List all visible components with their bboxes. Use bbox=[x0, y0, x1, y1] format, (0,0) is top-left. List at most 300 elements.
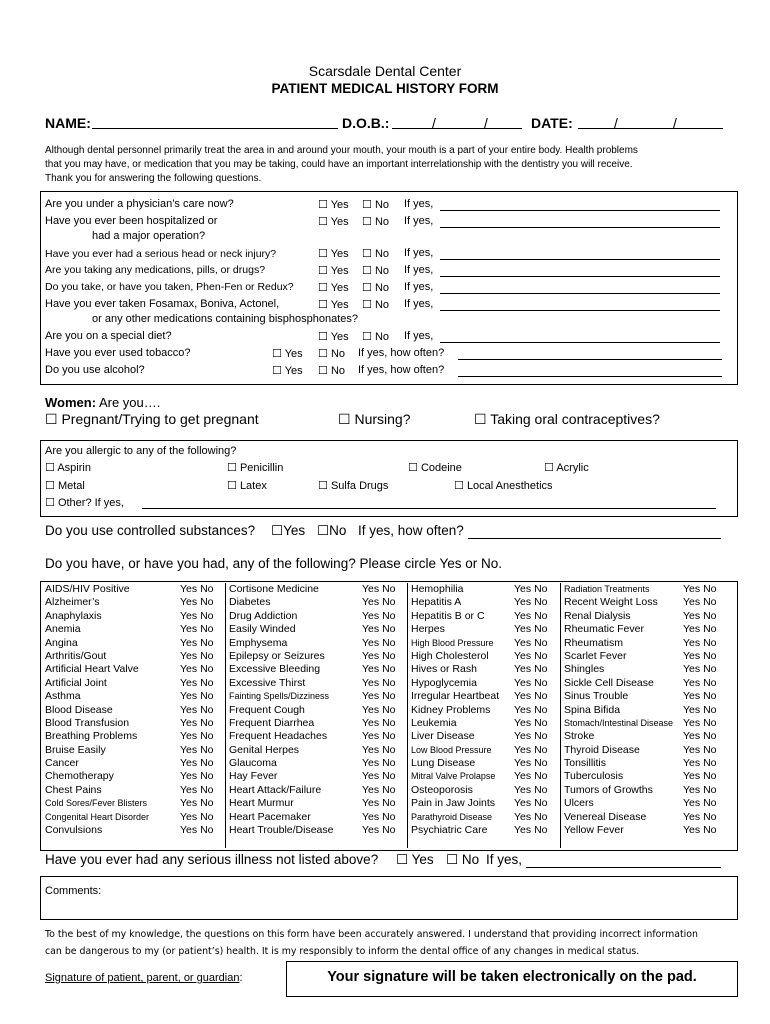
no-choice[interactable]: No bbox=[200, 824, 214, 837]
yes-no-choice[interactable] bbox=[514, 770, 548, 783]
latex-option[interactable] bbox=[227, 479, 267, 492]
no-choice[interactable]: No bbox=[534, 824, 548, 837]
yes-choice[interactable]: Yes bbox=[514, 797, 532, 810]
no-choice[interactable]: No bbox=[534, 757, 548, 770]
yes-no-choice[interactable] bbox=[362, 663, 396, 676]
yes-no-choice[interactable] bbox=[180, 797, 214, 810]
no-choice[interactable]: No bbox=[382, 770, 396, 783]
yes-no-choice[interactable] bbox=[362, 637, 396, 650]
condition-item: Artificial Joint bbox=[45, 676, 107, 689]
no-choice[interactable]: No bbox=[534, 703, 548, 716]
yes-choice[interactable]: Yes bbox=[683, 824, 701, 837]
yes-choice[interactable]: Yes bbox=[683, 716, 701, 729]
yes-choice[interactable]: Yes bbox=[362, 623, 380, 636]
no-choice[interactable]: No bbox=[382, 676, 396, 689]
question-head-injury: Have you ever had a serious head or neck injury? bbox=[45, 248, 277, 260]
condition-item: Asthma bbox=[45, 690, 81, 703]
yes-no-choice[interactable] bbox=[683, 650, 717, 663]
yes-option[interactable] bbox=[318, 298, 349, 311]
yes-choice[interactable]: Yes bbox=[683, 770, 701, 783]
no-choice[interactable]: No bbox=[534, 690, 548, 703]
yes-no-choice[interactable] bbox=[683, 784, 717, 797]
no-choice[interactable]: No bbox=[382, 623, 396, 636]
no-option[interactable] bbox=[362, 298, 389, 311]
yes-choice[interactable]: Yes bbox=[180, 663, 198, 676]
yes-no-choice[interactable] bbox=[362, 690, 396, 703]
yes-choice[interactable]: Yes bbox=[362, 690, 380, 703]
controlled-field[interactable] bbox=[468, 538, 721, 539]
no-choice[interactable]: No bbox=[703, 583, 717, 595]
yes-choice[interactable]: Yes bbox=[362, 583, 380, 595]
yes-label: Yes bbox=[330, 216, 349, 228]
yes-choice[interactable]: Yes bbox=[514, 716, 532, 729]
yes-choice[interactable]: Yes bbox=[514, 703, 532, 716]
serious-no-option[interactable] bbox=[446, 852, 479, 868]
yes-no-choice[interactable] bbox=[180, 730, 214, 743]
yes-choice[interactable]: Yes bbox=[514, 609, 532, 622]
no-choice[interactable]: No bbox=[382, 583, 396, 595]
yes-no-choice[interactable] bbox=[180, 583, 214, 596]
yes-no-choice[interactable] bbox=[180, 596, 214, 609]
yes-choice[interactable]: Yes bbox=[514, 663, 532, 676]
yes-no-choice[interactable] bbox=[514, 650, 548, 663]
controlled-yes-option[interactable] bbox=[271, 523, 305, 539]
no-option[interactable] bbox=[362, 264, 389, 277]
yes-no-choice[interactable] bbox=[514, 717, 548, 730]
yes-choice[interactable]: Yes bbox=[683, 609, 701, 622]
no-choice[interactable]: No bbox=[200, 676, 214, 689]
yes-choice[interactable]: Yes bbox=[362, 703, 380, 716]
no-choice[interactable]: No bbox=[703, 649, 717, 662]
no-choice[interactable]: No bbox=[200, 596, 214, 609]
yes-no-choice[interactable] bbox=[683, 770, 717, 783]
yes-no-choice[interactable] bbox=[514, 744, 548, 757]
yes-choice[interactable]: Yes bbox=[514, 783, 532, 796]
aspirin-option[interactable] bbox=[45, 461, 91, 474]
no-choice[interactable]: No bbox=[534, 730, 548, 743]
yes-no-choice[interactable] bbox=[180, 677, 214, 690]
no-choice[interactable]: No bbox=[382, 716, 396, 729]
no-choice[interactable]: No bbox=[703, 690, 717, 703]
yes-no-choice[interactable] bbox=[180, 811, 214, 824]
no-choice[interactable]: No bbox=[382, 810, 396, 823]
yes-choice[interactable]: Yes bbox=[514, 743, 532, 756]
no-choice[interactable]: No bbox=[200, 636, 214, 649]
yes-no-choice[interactable] bbox=[683, 677, 717, 690]
yes-choice[interactable]: Yes bbox=[180, 636, 198, 649]
no-option[interactable] bbox=[362, 198, 389, 211]
name-label: NAME: bbox=[45, 115, 91, 131]
yes-choice[interactable]: Yes bbox=[514, 757, 532, 770]
yes-no-choice[interactable] bbox=[180, 690, 214, 703]
yes-no-choice[interactable] bbox=[362, 730, 396, 743]
yes-choice[interactable]: Yes bbox=[514, 690, 532, 703]
yes-no-choice[interactable] bbox=[514, 757, 548, 770]
yes-no-choice[interactable] bbox=[683, 690, 717, 703]
if-yes-field[interactable] bbox=[458, 359, 722, 360]
checkbox-icon: ☐ bbox=[318, 281, 328, 294]
yes-no-choice[interactable] bbox=[514, 610, 548, 623]
yes-choice[interactable]: Yes bbox=[180, 583, 198, 595]
yes-choice[interactable]: Yes bbox=[683, 690, 701, 703]
yes-choice[interactable]: Yes bbox=[514, 583, 532, 595]
no-choice[interactable]: No bbox=[200, 783, 214, 796]
no-option[interactable] bbox=[362, 247, 389, 260]
no-choice[interactable]: No bbox=[703, 797, 717, 810]
yes-choice[interactable]: Yes bbox=[180, 596, 198, 609]
condition-item: Hemophilia bbox=[411, 583, 464, 595]
no-choice[interactable]: No bbox=[200, 649, 214, 662]
yes-choice[interactable]: Yes bbox=[180, 703, 198, 716]
yes-choice[interactable]: Yes bbox=[362, 596, 380, 609]
yes-no-choice[interactable] bbox=[362, 717, 396, 730]
no-choice[interactable]: No bbox=[200, 730, 214, 743]
no-choice[interactable]: No bbox=[200, 797, 214, 810]
no-choice[interactable]: No bbox=[200, 690, 214, 703]
yes-no-choice[interactable] bbox=[180, 623, 214, 636]
yes-choice[interactable]: Yes bbox=[683, 730, 701, 743]
yes-choice[interactable]: Yes bbox=[514, 649, 532, 662]
yes-no-choice[interactable] bbox=[362, 757, 396, 770]
yes-choice[interactable]: Yes bbox=[180, 690, 198, 703]
no-choice[interactable]: No bbox=[382, 596, 396, 609]
no-choice[interactable]: No bbox=[534, 810, 548, 823]
yes-choice[interactable]: Yes bbox=[683, 743, 701, 756]
yes-choice[interactable]: Yes bbox=[362, 810, 380, 823]
yes-no-choice[interactable] bbox=[683, 704, 717, 717]
no-choice[interactable]: No bbox=[534, 609, 548, 622]
checkbox-icon: ☐ bbox=[362, 330, 372, 343]
conditions-column-2 bbox=[229, 583, 333, 837]
yes-choice[interactable]: Yes bbox=[683, 636, 701, 649]
yes-option[interactable] bbox=[318, 215, 349, 228]
yes-option[interactable] bbox=[272, 364, 303, 377]
checkbox-icon: ☐ bbox=[362, 198, 372, 211]
no-choice[interactable]: No bbox=[382, 690, 396, 703]
yes-no-choice[interactable] bbox=[683, 824, 717, 837]
yes-no-choice[interactable] bbox=[362, 824, 396, 837]
if-yes-field[interactable] bbox=[440, 276, 720, 277]
no-choice[interactable]: No bbox=[703, 703, 717, 716]
no-choice[interactable]: No bbox=[534, 636, 548, 649]
allergy-question: Are you allergic to any of the following? bbox=[45, 445, 237, 457]
yes-no-choice[interactable] bbox=[180, 824, 214, 837]
no-choice[interactable]: No bbox=[703, 676, 717, 689]
no-choice[interactable]: No bbox=[703, 757, 717, 770]
yes-choice[interactable]: Yes bbox=[180, 770, 198, 783]
no-choice[interactable]: No bbox=[382, 797, 396, 810]
no-choice[interactable]: No bbox=[534, 663, 548, 676]
codeine-option[interactable] bbox=[408, 461, 462, 474]
yes-no-choice[interactable] bbox=[683, 637, 717, 650]
yes-choice[interactable]: Yes bbox=[362, 743, 380, 756]
no-choice[interactable]: No bbox=[703, 596, 717, 609]
other-allergy-field[interactable] bbox=[142, 508, 716, 509]
no-choice[interactable]: No bbox=[200, 663, 214, 676]
no-choice[interactable]: No bbox=[534, 783, 548, 796]
yes-option[interactable] bbox=[318, 330, 349, 343]
yes-no-choice[interactable] bbox=[180, 650, 214, 663]
no-choice[interactable]: No bbox=[200, 770, 214, 783]
yes-no-choice[interactable] bbox=[180, 770, 214, 783]
metal-option[interactable] bbox=[45, 479, 85, 492]
yes-choice[interactable]: Yes bbox=[362, 663, 380, 676]
yes-no-choice[interactable] bbox=[180, 610, 214, 623]
condition-item: Artificial Heart Valve bbox=[45, 663, 139, 676]
yes-no-choice[interactable] bbox=[514, 596, 548, 609]
yes-choice[interactable]: Yes bbox=[683, 596, 701, 609]
yes-no-choice[interactable] bbox=[683, 610, 717, 623]
yes-no-choice[interactable] bbox=[514, 704, 548, 717]
yes-no-choice[interactable] bbox=[362, 770, 396, 783]
no-choice[interactable]: No bbox=[382, 783, 396, 796]
yes-choice[interactable]: Yes bbox=[180, 824, 198, 837]
no-option[interactable] bbox=[362, 215, 389, 228]
yes-no-choice[interactable] bbox=[683, 596, 717, 609]
yes-no-choice[interactable] bbox=[683, 757, 717, 770]
no-choice[interactable]: No bbox=[382, 663, 396, 676]
yes-no-choice[interactable] bbox=[514, 690, 548, 703]
yes-no-choice[interactable] bbox=[683, 744, 717, 757]
yes-no-choice[interactable] bbox=[180, 744, 214, 757]
no-choice[interactable]: No bbox=[703, 663, 717, 676]
yes-choice[interactable]: Yes bbox=[683, 663, 701, 676]
no-choice[interactable]: No bbox=[534, 676, 548, 689]
date-field[interactable] bbox=[578, 128, 723, 129]
penicillin-option[interactable] bbox=[227, 461, 283, 474]
yes-no-choice[interactable] bbox=[514, 797, 548, 810]
no-choice[interactable]: No bbox=[200, 623, 214, 636]
yes-choice[interactable]: Yes bbox=[180, 810, 198, 823]
if-yes-field[interactable] bbox=[440, 310, 720, 311]
yes-no-choice[interactable] bbox=[362, 744, 396, 757]
no-choice[interactable]: No bbox=[703, 743, 717, 756]
yes-no-choice[interactable] bbox=[683, 811, 717, 824]
yes-choice[interactable]: Yes bbox=[683, 703, 701, 716]
yes-no-choice[interactable] bbox=[180, 717, 214, 730]
acrylic-option[interactable] bbox=[544, 461, 589, 474]
yes-no-choice[interactable] bbox=[362, 797, 396, 810]
yes-choice[interactable]: Yes bbox=[180, 609, 198, 622]
no-choice[interactable]: No bbox=[200, 716, 214, 729]
yes-choice[interactable]: Yes bbox=[180, 797, 198, 810]
no-choice[interactable]: No bbox=[703, 730, 717, 743]
no-choice[interactable]: No bbox=[534, 770, 548, 783]
yes-choice[interactable]: Yes bbox=[514, 623, 532, 636]
yes-choice[interactable]: Yes bbox=[362, 649, 380, 662]
yes-no-choice[interactable] bbox=[362, 784, 396, 797]
no-choice[interactable]: No bbox=[382, 649, 396, 662]
no-choice[interactable]: No bbox=[703, 770, 717, 783]
yes-no-choice[interactable] bbox=[362, 704, 396, 717]
pregnant-option[interactable] bbox=[45, 411, 259, 428]
yes-no-choice[interactable] bbox=[683, 730, 717, 743]
serious-illness-field[interactable] bbox=[526, 867, 721, 868]
if-yes-field[interactable] bbox=[440, 210, 720, 211]
yes-choice[interactable]: Yes bbox=[180, 623, 198, 636]
yes-no-choice[interactable] bbox=[180, 663, 214, 676]
yes-no-choice[interactable] bbox=[514, 811, 548, 824]
no-choice[interactable]: No bbox=[200, 609, 214, 622]
condition-item: Scarlet Fever bbox=[564, 649, 627, 662]
yes-choice[interactable]: Yes bbox=[683, 757, 701, 770]
comments-box[interactable] bbox=[40, 876, 738, 920]
if-yes-field[interactable] bbox=[440, 342, 720, 343]
yes-no-choice[interactable] bbox=[362, 811, 396, 824]
dob-label: D.O.B.: bbox=[342, 115, 390, 131]
other-allergy-option[interactable] bbox=[45, 496, 124, 509]
yes-option[interactable] bbox=[318, 264, 349, 277]
no-choice[interactable]: No bbox=[703, 636, 717, 649]
contraceptives-option[interactable] bbox=[474, 411, 660, 428]
yes-choice[interactable]: Yes bbox=[683, 583, 701, 595]
sulfa-option[interactable] bbox=[318, 479, 388, 492]
no-choice[interactable]: No bbox=[534, 716, 548, 729]
yes-choice[interactable]: Yes bbox=[683, 623, 701, 636]
no-choice[interactable]: No bbox=[382, 730, 396, 743]
yes-option[interactable] bbox=[318, 198, 349, 211]
no-choice[interactable]: No bbox=[703, 810, 717, 823]
yes-choice[interactable]: Yes bbox=[362, 783, 380, 796]
condition-item: Chest Pains bbox=[45, 783, 102, 796]
yes-choice[interactable]: Yes bbox=[514, 636, 532, 649]
yes-no-choice[interactable] bbox=[514, 730, 548, 743]
yes-no-choice[interactable] bbox=[180, 784, 214, 797]
yes-no-choice[interactable] bbox=[362, 610, 396, 623]
yes-option[interactable] bbox=[318, 247, 349, 260]
yes-option[interactable] bbox=[272, 347, 303, 360]
yes-choice[interactable]: Yes bbox=[683, 783, 701, 796]
yes-choice[interactable]: Yes bbox=[362, 770, 380, 783]
name-field[interactable] bbox=[92, 128, 338, 129]
yes-choice[interactable]: Yes bbox=[514, 810, 532, 823]
yes-choice[interactable]: Yes bbox=[362, 824, 380, 837]
yes-no-choice[interactable] bbox=[683, 717, 717, 730]
yes-choice[interactable]: Yes bbox=[683, 810, 701, 823]
no-choice[interactable]: No bbox=[382, 743, 396, 756]
local-anesthetics-option[interactable] bbox=[454, 479, 553, 492]
serious-yes-option[interactable] bbox=[396, 852, 434, 868]
yes-no-choice[interactable] bbox=[514, 677, 548, 690]
nursing-option[interactable] bbox=[338, 411, 410, 428]
yes-choice[interactable]: Yes bbox=[180, 757, 198, 770]
yes-option[interactable] bbox=[318, 281, 349, 294]
no-option[interactable] bbox=[362, 281, 389, 294]
yes-choice[interactable]: Yes bbox=[514, 824, 532, 837]
yes-no-choice[interactable] bbox=[683, 623, 717, 636]
no-choice[interactable]: No bbox=[200, 810, 214, 823]
yes-choice[interactable]: Yes bbox=[180, 730, 198, 743]
yes-choice[interactable]: Yes bbox=[683, 676, 701, 689]
yes-no-choice[interactable] bbox=[180, 637, 214, 650]
yes-choice[interactable]: Yes bbox=[514, 730, 532, 743]
yes-no-choice[interactable] bbox=[514, 637, 548, 650]
no-choice[interactable]: No bbox=[382, 757, 396, 770]
no-option[interactable] bbox=[318, 347, 345, 360]
yes-no-choice[interactable] bbox=[362, 623, 396, 636]
controlled-no-option[interactable] bbox=[317, 523, 346, 539]
no-choice[interactable]: No bbox=[382, 609, 396, 622]
yes-choice[interactable]: Yes bbox=[514, 676, 532, 689]
if-yes-field[interactable] bbox=[440, 227, 720, 228]
if-yes-label: If yes, bbox=[404, 198, 434, 210]
no-choice[interactable]: No bbox=[703, 824, 717, 837]
no-choice[interactable]: No bbox=[534, 649, 548, 662]
if-yes-field[interactable] bbox=[458, 376, 722, 377]
yes-choice[interactable]: Yes bbox=[514, 596, 532, 609]
yes-no-choice[interactable] bbox=[362, 596, 396, 609]
no-choice[interactable]: No bbox=[703, 716, 717, 729]
no-choice[interactable]: No bbox=[200, 583, 214, 595]
yes-choice[interactable]: Yes bbox=[180, 743, 198, 756]
yes-choice[interactable]: Yes bbox=[362, 636, 380, 649]
yes-no-choice[interactable] bbox=[180, 704, 214, 717]
yes-choice[interactable]: Yes bbox=[180, 716, 198, 729]
yes-no-choice[interactable] bbox=[683, 583, 717, 596]
yes-choice[interactable]: Yes bbox=[683, 649, 701, 662]
yes-no-choice[interactable] bbox=[514, 663, 548, 676]
no-choice[interactable]: No bbox=[534, 596, 548, 609]
no-choice[interactable]: No bbox=[200, 743, 214, 756]
yes-choice[interactable]: Yes bbox=[514, 770, 532, 783]
pregnant-label: Pregnant/Trying to get pregnant bbox=[61, 411, 259, 427]
no-option[interactable] bbox=[318, 364, 345, 377]
yes-no-choice[interactable] bbox=[514, 583, 548, 596]
no-choice[interactable]: No bbox=[200, 703, 214, 716]
yes-no-choice[interactable] bbox=[514, 623, 548, 636]
no-option[interactable] bbox=[362, 330, 389, 343]
yes-no-choice[interactable] bbox=[514, 824, 548, 837]
yes-no-choice[interactable] bbox=[514, 784, 548, 797]
checkbox-icon: ☐ bbox=[454, 479, 464, 492]
no-choice[interactable]: No bbox=[534, 743, 548, 756]
yes-choice[interactable]: Yes bbox=[180, 676, 198, 689]
no-choice[interactable]: No bbox=[703, 623, 717, 636]
no-choice[interactable]: No bbox=[534, 797, 548, 810]
no-choice[interactable]: No bbox=[534, 583, 548, 595]
yes-no-choice[interactable] bbox=[362, 677, 396, 690]
if-yes-field[interactable] bbox=[440, 293, 720, 294]
yes-choice[interactable]: Yes bbox=[362, 757, 380, 770]
yes-choice[interactable]: Yes bbox=[180, 649, 198, 662]
dob-field[interactable] bbox=[392, 128, 522, 129]
no-choice[interactable]: No bbox=[703, 783, 717, 796]
condition-item: Anaphylaxis bbox=[45, 609, 102, 622]
yes-choice[interactable]: Yes bbox=[362, 716, 380, 729]
yes-no-choice[interactable] bbox=[362, 583, 396, 596]
no-choice[interactable]: No bbox=[382, 703, 396, 716]
yes-choice[interactable]: Yes bbox=[362, 609, 380, 622]
yes-no-choice[interactable] bbox=[362, 650, 396, 663]
yes-no-choice[interactable] bbox=[180, 757, 214, 770]
yes-no-choice[interactable] bbox=[683, 663, 717, 676]
yes-choice[interactable]: Yes bbox=[180, 783, 198, 796]
if-yes-label: If yes, bbox=[404, 281, 434, 293]
yes-choice[interactable]: Yes bbox=[362, 676, 380, 689]
yes-choice[interactable]: Yes bbox=[362, 797, 380, 810]
no-choice[interactable]: No bbox=[200, 757, 214, 770]
no-choice[interactable]: No bbox=[382, 636, 396, 649]
yes-no-choice[interactable] bbox=[683, 797, 717, 810]
if-yes-field[interactable] bbox=[440, 259, 720, 260]
no-label: No bbox=[330, 365, 345, 377]
no-choice[interactable]: No bbox=[534, 623, 548, 636]
yes-choice[interactable]: Yes bbox=[683, 797, 701, 810]
no-choice[interactable]: No bbox=[703, 609, 717, 622]
checkbox-icon: ☐ bbox=[446, 852, 459, 868]
no-choice[interactable]: No bbox=[382, 824, 396, 837]
yes-choice[interactable]: Yes bbox=[362, 730, 380, 743]
